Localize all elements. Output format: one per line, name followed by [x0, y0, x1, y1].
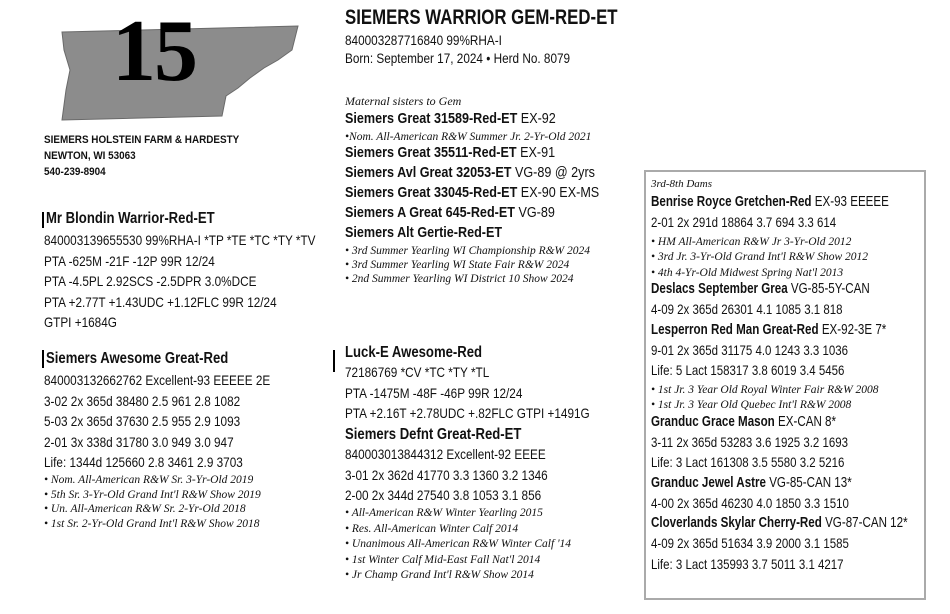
second-dam-record: 840003013844312 Excellent-92 EEEE	[345, 446, 546, 462]
ancestor-dam-record: 2-01 2x 291d 18864 3.7 694 3.3 614	[651, 214, 837, 231]
second-dam-note: • Jr Champ Grand Int'l R&W Show 2014	[345, 569, 534, 581]
dam-record: 3-02 2x 365d 38480 2.5 961 2.8 1082	[44, 392, 241, 409]
ancestor-dam-record: Life: 3 Lact 135993 3.7 5011 3.1 4217	[651, 555, 844, 572]
dam-record: 2-01 3x 338d 31780 3.0 949 3.0 947	[44, 433, 234, 450]
animal-id: 840003287716840 99%RHA-I	[345, 32, 502, 48]
sister-note: •Nom. All-American R&W Summer Jr. 2-Yr-Old 2021	[345, 131, 592, 143]
ancestor-dam-name: Cloverlands Skylar Cherry-Red VG-87-CAN 12*	[651, 515, 908, 532]
sire-bar	[42, 212, 44, 228]
second-dam-note: • Unanimous All-American R&W Winter Calf '14	[345, 538, 572, 550]
sire-line: 840003139655530 99%RHA-I *TP *TE *TC *TY *TV	[44, 232, 316, 248]
farm-name: SIEMERS HOLSTEIN FARM & HARDESTY	[44, 134, 240, 146]
ancestor-dam-record: 4-00 2x 365d 46230 4.0 1850 3.3 1510	[651, 494, 849, 511]
ancestor-dam-record: 9-01 2x 365d 31175 4.0 1243 3.3 1036	[651, 342, 849, 358]
second-dam-name: Siemers Defnt Great-Red-ET	[345, 426, 522, 443]
dam-note: • Nom. All-American R&W Sr. 3-Yr-Old 2019	[44, 474, 254, 486]
dams-3-8-header: 3rd-8th Dams	[651, 178, 713, 190]
ancestor-dam-record: Life: 5 Lact 158317 3.8 6019 3.4 5456	[651, 362, 845, 379]
ancestor-dam-name: Deslacs September Grea VG-85-5Y-CAN	[651, 281, 870, 298]
dam-name: Siemers Awesome Great-Red	[46, 350, 229, 367]
sire-name: Mr Blondin Warrior-Red-ET	[46, 210, 215, 227]
ancestor-dam-record: Life: 3 Lact 161308 3.5 5580 3.2 5216	[651, 454, 845, 471]
ancestor-dam-name: Lesperron Red Man Great-Red EX-92-3E 7*	[651, 321, 887, 338]
dam-sire-line: 72186769 *CV *TC *TY *TL	[345, 364, 490, 380]
sire-line: PTA -625M -21F -12P 99R 12/24	[44, 252, 215, 269]
sister-note: • 3rd Summer Yearling WI State Fair R&W 2024	[345, 259, 570, 271]
ancestor-dam-name: Granduc Grace Mason EX-CAN 8*	[651, 413, 837, 430]
dam-sire-line: PTA +2.16T +2.78UDC +.82FLC GTPI +1491G	[345, 405, 590, 421]
dam-record: 5-03 2x 365d 37630 2.5 955 2.9 1093	[44, 413, 241, 429]
animal-name: SIEMERS WARRIOR GEM-RED-ET	[345, 6, 618, 29]
ancestor-dam-note: • 3rd Jr. 3-Yr-Old Grand Int'l R&W Show 2012	[651, 251, 868, 264]
sister-name: Siemers Great 31589-Red-ET EX-92	[345, 110, 556, 127]
second-dam-record: 2-00 2x 344d 27540 3.8 1053 3.1 856	[345, 487, 542, 503]
sister-name: Siemers A Great 645-Red-ET VG-89	[345, 204, 555, 221]
dam-note: • 1st Sr. 2-Yr-Old Grand Int'l R&W Show 2018	[44, 517, 260, 530]
second-dam-record: 3-01 2x 362d 41770 3.3 1360 3.2 1346	[345, 466, 548, 483]
sister-name: Siemers Great 35511-Red-ET EX-91	[345, 144, 556, 161]
sire-line: PTA +2.77T +1.43UDC +1.12FLC 99R 12/24	[44, 293, 277, 310]
sire-line: GTPI +1684G	[44, 314, 117, 330]
ancestor-dam-name: Benrise Royce Gretchen-Red EX-93 EEEEE	[651, 194, 889, 210]
ancestor-dam-record: 3-11 2x 365d 53283 3.6 1925 3.2 1693	[651, 433, 849, 450]
lot-number: 15	[112, 3, 196, 100]
dam-sire-bar	[333, 350, 335, 372]
dam-note: • Un. All-American R&W Sr. 2-Yr-Old 2018	[44, 503, 246, 515]
ancestor-dam-record: 4-09 2x 365d 51634 3.9 2000 3.1 1585	[651, 535, 849, 552]
ancestor-dam-note: • HM All-American R&W Jr 3-Yr-Old 2012	[651, 235, 852, 248]
dam-record: 840003132662762 Excellent-93 EEEEE 2E	[44, 372, 271, 388]
maternal-sisters-header: Maternal sisters to Gem	[345, 94, 462, 108]
ancestor-dam-note: • 1st Jr. 3 Year Old Quebec Int'l R&W 2008	[651, 399, 852, 412]
sister-name: Siemers Avl Great 32053-ET VG-89 @ 2yrs	[345, 164, 595, 181]
farm-phone: 540-239-8904	[44, 166, 106, 178]
ancestor-dam-name: Granduc Jewel Astre VG-85-CAN 13*	[651, 474, 852, 491]
ancestor-dam-note: • 4th 4-Yr-Old Midwest Spring Nat'l 2013	[651, 266, 844, 279]
ancestor-dam-note: • 1st Jr. 3 Year Old Royal Winter Fair R&W 2008	[651, 383, 879, 396]
sister-note: • 3rd Summer Yearling WI Championship R&W 2024	[345, 245, 590, 257]
dam-note: • 5th Sr. 3-Yr-Old Grand Int'l R&W Show 2019	[44, 488, 261, 501]
sister-name: Siemers Great 33045-Red-ET EX-90 EX-MS	[345, 184, 600, 201]
dam-bar	[42, 350, 44, 368]
ancestor-dam-record: 4-09 2x 365d 26301 4.1 1085 3.1 818	[651, 301, 843, 318]
sister-name: Siemers Alt Gertie-Red-ET	[345, 224, 503, 241]
dam-sire-line: PTA -1475M -48F -46P 99R 12/24	[345, 384, 523, 401]
sister-note: • 2nd Summer Yearling WI District 10 Show 2024	[345, 273, 574, 285]
second-dam-note: • All-American R&W Winter Yearling 2015	[345, 507, 543, 519]
dam-record: Life: 1344d 125660 2.8 3461 2.9 3703	[44, 454, 243, 470]
farm-location: NEWTON, WI 53063	[44, 150, 136, 162]
sire-line: PTA -4.5PL 2.92SCS -2.5DPR 3.0%DCE	[44, 273, 257, 289]
animal-born: Born: September 17, 2024 • Herd No. 8079	[345, 50, 571, 66]
second-dam-note: • Res. All-American Winter Calf 2014	[345, 522, 519, 535]
dam-sire-name: Luck-E Awesome-Red	[345, 344, 483, 361]
second-dam-note: • 1st Winter Calf Mid-East Fall Nat'l 2014	[345, 553, 541, 566]
